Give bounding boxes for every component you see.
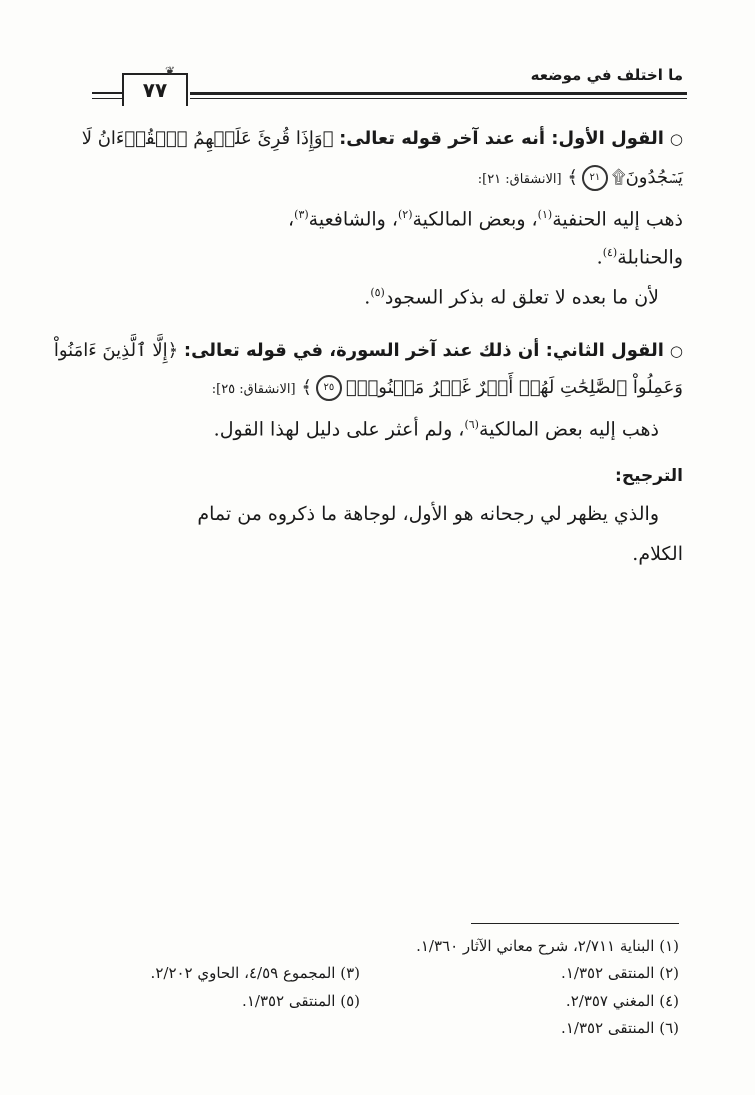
footnote-ref: (٣): [294, 208, 309, 221]
tarjih-heading: الترجيح:: [615, 466, 683, 486]
footnote-number: (٢): [659, 964, 679, 982]
text-span: ، وبعض المالكية: [412, 208, 538, 231]
footnote-text: المجموع ٤/٥٩، الحاوي ٢/٢٠٢.: [150, 964, 336, 982]
footnote-2: [561, 964, 679, 982]
footnote-text: المنتقى ١/٣٥٢.: [561, 964, 655, 982]
bullet-icon: ○: [669, 342, 683, 360]
opinion1-verse-line1: ﴿وَإِذَا قُرِئَ عَلَيۡهِمُ ٱلۡقُرۡءَانُ لَا: [81, 128, 334, 149]
opinion2-intro: القول الثاني: أن ذلك عند آخر السورة، في قوله تعالى:: [183, 340, 664, 361]
footnote-text: المنتقى ١/٣٥٢.: [242, 992, 336, 1010]
text-span: ، والشافعية: [308, 208, 398, 231]
text-span: ذهب إليه بعض المالكية: [478, 418, 659, 441]
opinion2-paragraph: [214, 418, 659, 441]
header-rule-thin: [190, 98, 687, 99]
verse-close-bracket: ﴾: [301, 377, 312, 398]
footnote-number: (٣): [340, 964, 360, 982]
page-number-frame: [122, 73, 188, 106]
text-span: والحنابلة: [617, 246, 683, 269]
footnote-number: (١): [659, 937, 679, 955]
text-span: ذهب إليه الحنفية: [552, 208, 683, 231]
footnote-text: المغني ٢/٣٥٧.: [565, 992, 655, 1010]
footnote-number: (٥): [340, 992, 360, 1010]
ayah-number-marker: ٢٥: [316, 375, 342, 401]
opinion2-verse-line2: وَعَمِلُواْ ٱلصَّٰلِحَٰتِ لَهُمۡ أَجۡرٌ غَيۡرُ مَمۡنُونِۭ: [345, 377, 683, 398]
ayah-number-marker: ٢١: [582, 165, 608, 191]
footnote-5: [242, 992, 360, 1010]
footnote-ref: (٦): [464, 418, 479, 431]
footnote-ref: (١): [537, 208, 553, 221]
footnote-text: البناية ٢/٧١١، شرح معاني الآثار ١/٣٦٠.: [416, 937, 655, 955]
footnote-number: (٤): [659, 992, 679, 1010]
footnote-3: [151, 964, 360, 982]
footnote-ref: (٥): [370, 286, 385, 299]
page-number: ٧٧: [142, 78, 168, 102]
opinion2-heading-line: [54, 340, 683, 362]
text-span: .: [596, 246, 603, 269]
bullet-icon: ○: [669, 130, 683, 148]
opinion1-verse-line2: يَسۡجُدُونَ۩: [611, 167, 683, 188]
footnote-separator: [471, 923, 679, 924]
opinion1-intro: القول الأول: أنه عند آخر قوله تعالى:: [339, 128, 664, 149]
opinion1-verse-line: [478, 165, 683, 191]
opinion2-verse-line1: ﴿إِلَّا ٱلَّذِينَ ءَامَنُواْ: [53, 340, 179, 361]
ornament-icon: ❦: [165, 64, 176, 78]
text-span: ، ولم أعثر على دليل لهذا القول.: [213, 418, 465, 441]
tarjih-line1: والذي يظهر لي رجحانه هو الأول، لوجاهة ما ذكروه من تمام: [197, 503, 659, 525]
header-rule-thick: [190, 92, 687, 95]
header-rule-left: [92, 92, 122, 94]
footnote-6: [561, 1019, 679, 1037]
footnote-text: المنتقى ١/٣٥٢.: [561, 1019, 655, 1037]
text-span: .: [364, 286, 371, 309]
tarjih-line2: الكلام.: [632, 543, 683, 565]
opinion2-reference: [الانشقاق: ٢٥]:: [211, 382, 296, 397]
text-span: ،: [288, 208, 295, 231]
footnote-1: [416, 937, 679, 955]
opinion1-reference: [الانشقاق: ٢١]:: [477, 172, 562, 187]
footnote-ref: (٢): [397, 208, 413, 221]
running-title: ما اختلف في موضعه: [530, 66, 683, 84]
opinion1-paragraph-line1: [288, 208, 683, 231]
footnote-4: [566, 992, 679, 1010]
verse-close-bracket: ﴾: [567, 167, 578, 188]
opinion1-paragraph-line2: [597, 246, 683, 269]
opinion2-verse-line: [212, 375, 683, 401]
footnote-ref: (٤): [602, 246, 618, 259]
opinion1-paragraph-line3: [364, 286, 659, 309]
header-rule-left-thin: [92, 98, 122, 99]
footnote-number: (٦): [659, 1019, 679, 1037]
opinion1-heading-line: [82, 128, 683, 150]
text-span: لأن ما بعده لا تعلق له بذكر السجود: [384, 286, 659, 309]
